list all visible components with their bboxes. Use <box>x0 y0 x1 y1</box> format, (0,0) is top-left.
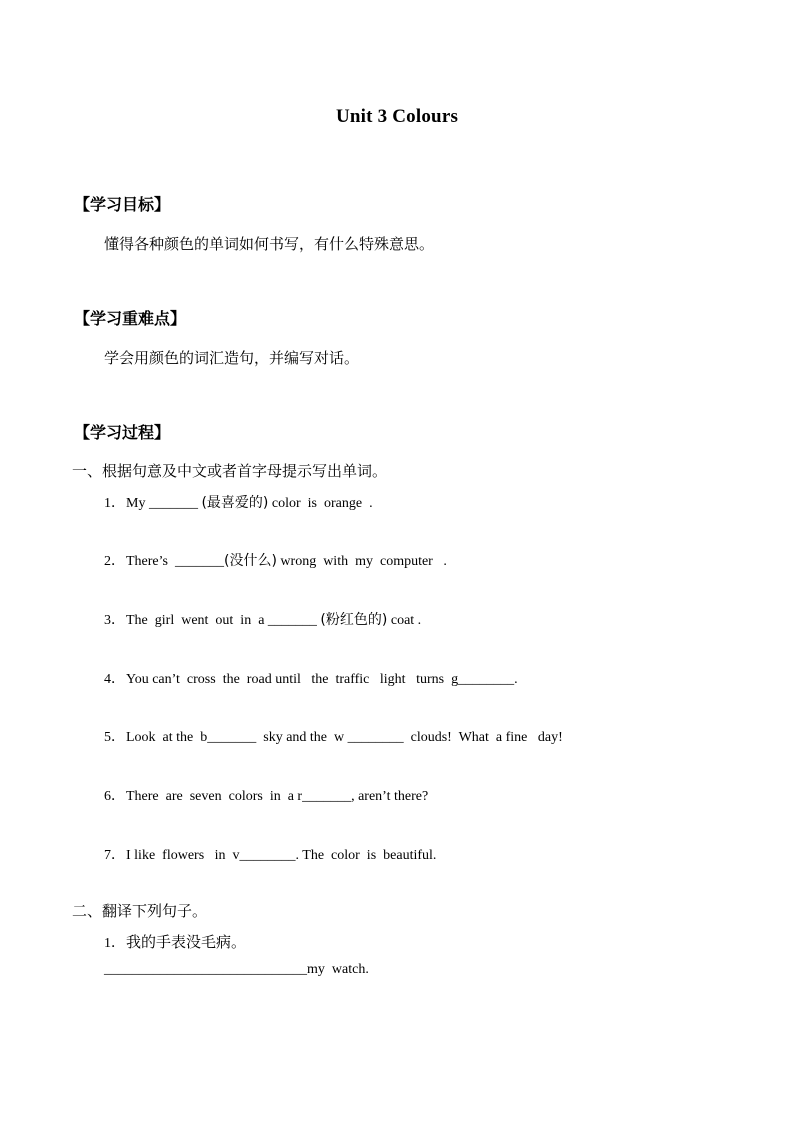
translation-question-1 <box>104 931 246 952</box>
question-number: 1． <box>104 936 125 951</box>
question-number: 7． <box>104 848 125 863</box>
question-1 <box>104 492 373 512</box>
question-text: You can’t cross the road until the traffic light turns g________. <box>126 672 518 687</box>
part2-heading: 二、翻译下列句子。 <box>72 902 208 920</box>
part1-heading: 一、根据句意及中文或者首字母提示写出单词。 <box>72 462 388 480</box>
question-3 <box>104 609 421 629</box>
question-text: The girl went out in a _______ <box>126 613 321 628</box>
answer-tail: my watch. <box>307 962 369 977</box>
question-2 <box>104 550 447 570</box>
question-number: 2． <box>104 554 125 569</box>
question-number: 1． <box>104 496 125 511</box>
question-4 <box>104 668 518 688</box>
question-text: There’s _______ <box>126 554 224 569</box>
question-hint: (最喜爱的) <box>201 495 269 511</box>
question-6 <box>104 785 428 805</box>
question-text: I like flowers in v________. The color is beautiful. <box>126 848 437 863</box>
question-hint: (粉红色的) <box>320 612 388 628</box>
question-text: 我的手表没毛病。 <box>126 933 247 951</box>
goals-text: 懂得各种颜色的单词如何书写，有什么特殊意思。 <box>104 235 435 253</box>
question-7 <box>104 844 436 864</box>
translation-answer-line <box>104 962 369 978</box>
question-text-tail: color is orange . <box>268 496 373 511</box>
key-points-text: 学会用颜色的词汇造句，并编写对话。 <box>104 349 360 367</box>
question-text: There are seven colors in a r_______, aren’t there? <box>126 789 429 804</box>
question-text: My _______ <box>126 496 202 511</box>
question-5 <box>104 726 563 746</box>
question-text-tail: coat . <box>387 613 422 628</box>
answer-blank: _____________________________ <box>104 962 307 977</box>
question-number: 5． <box>104 730 125 745</box>
question-number: 4． <box>104 672 125 687</box>
question-number: 3． <box>104 613 125 628</box>
question-hint: (没什么) <box>223 553 277 569</box>
question-text: Look at the b_______ sky and the w ________ clouds! What a fine day! <box>126 730 563 745</box>
question-number: 6． <box>104 789 125 804</box>
key-points-heading: 【学习重难点】 <box>74 309 187 328</box>
process-heading: 【学习过程】 <box>74 423 171 442</box>
goals-heading: 【学习目标】 <box>74 195 171 214</box>
page-title: Unit 3 Colours <box>335 106 459 127</box>
question-text-tail: wrong with my computer . <box>276 554 447 569</box>
